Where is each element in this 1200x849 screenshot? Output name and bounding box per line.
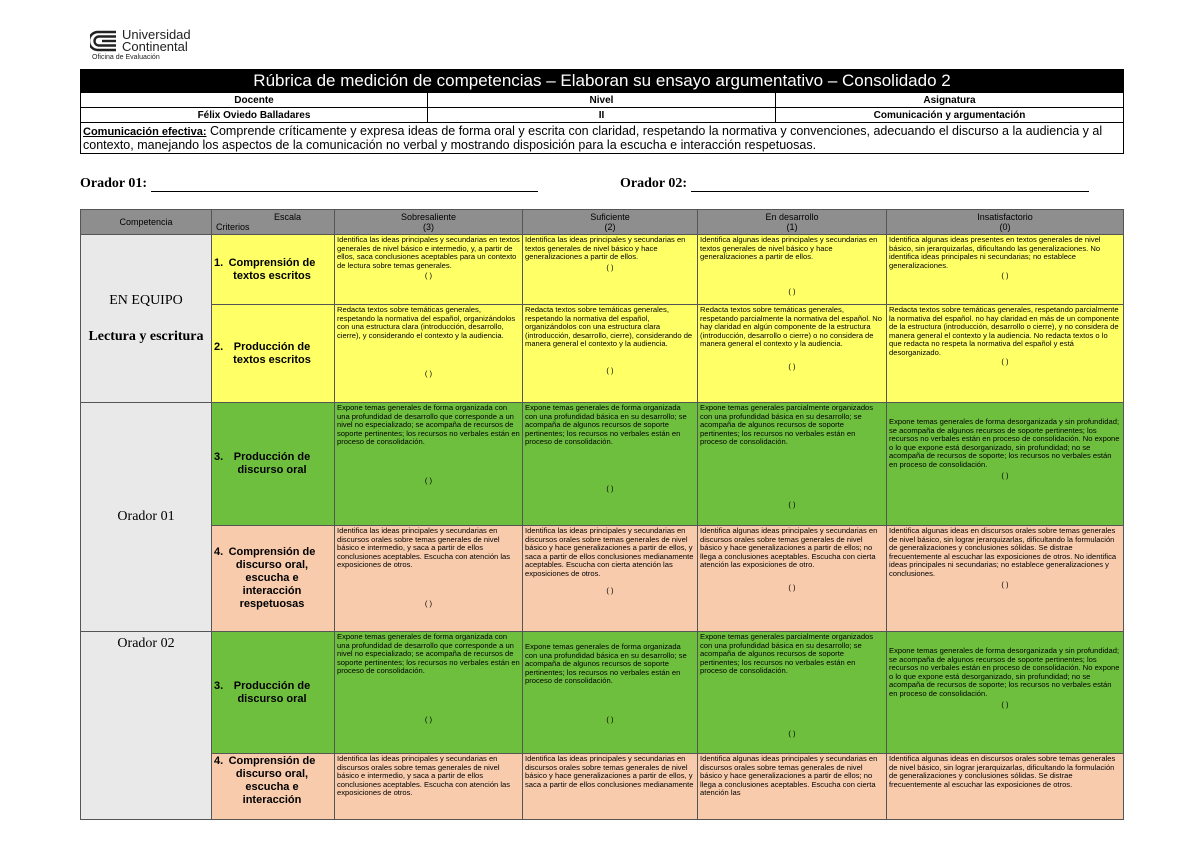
col-des-score: (1) [786, 222, 798, 232]
score-box[interactable]: ( ) [424, 714, 433, 724]
r4b-ins-text: Identifica algunas ideas en discursos orales sobre temas generales de nivel básico, sin lograr jerarquizarlas, dificultando la formulación de generalizaciones y conclusiones sólidas. Se distrae frecuentemente al escuchar las exposiciones de otros. [889, 754, 1116, 789]
col-sob-label: Sobresaliente [400, 212, 457, 222]
section-en-equipo [81, 235, 212, 403]
rubric-row-3b [81, 632, 1124, 754]
logo-line2: Continental [122, 39, 188, 54]
criterion-3a [212, 403, 335, 526]
rubric-row-1 [81, 235, 1124, 305]
logo-line1: Universidad [122, 27, 191, 42]
r3b-ins-text: Expone temas generales de forma desorganizada y sin profundidad; se acompaña de algunos recursos de soporte pertinentes; los recursos no verbales están en proceso de consolidación. No expone o lo que expone está desorganizado, sin profundidad; no se acompaña de recursos de soporte; los recursos no verbales están en proceso de consolidación. [889, 646, 1120, 698]
rubric-header-row [81, 210, 1124, 235]
score-box[interactable]: ( ) [788, 728, 796, 738]
section-orador1 [81, 403, 212, 632]
criterion-1 [212, 235, 335, 305]
orador2-input-line[interactable] [691, 177, 1089, 192]
r4b-insatisfactorio[interactable] [887, 754, 1124, 820]
criterion-1-num: 1. [214, 256, 224, 269]
score-box[interactable]: ( ) [424, 369, 433, 379]
col-sobresaliente [335, 210, 523, 235]
col-escala-criterios [212, 210, 335, 235]
r3b-sob-text: Expone temas generales de forma organizada con una profundidad de desarrollo que corresponde a un nivel no especializado; se acompaña de recursos de soporte pertinentes; los recursos no verbales están en proceso de consolidación. [337, 632, 520, 676]
orador1-input-line[interactable] [151, 177, 538, 192]
r1-suf-text: Identifica las ideas principales y secundarias en textos generales de nivel básico y hace generalizaciones a partir de ellos. [525, 235, 686, 262]
r4b-sob-text: Identifica las ideas principales y secundarias en discursos orales sobre temas generales de nivel básico e intermedio, y saca a partir de ellos conclusiones aceptables. Escucha con atención las exposiciones de otros. [337, 754, 511, 798]
criterion-1-text: Comprensión de textos escritos [228, 256, 316, 282]
r3b-sobresaliente[interactable] [335, 632, 523, 754]
r2-en-desarrollo[interactable] [698, 305, 887, 403]
rubric-row-4a [81, 526, 1124, 632]
criterion-4b-num: 4. [214, 755, 224, 767]
r3a-sobresaliente[interactable] [335, 403, 523, 526]
page-title: Rúbrica de medición de competencias – Elaboran su ensayo argumentativo – Consolidado 2 [81, 70, 1124, 93]
r4a-sobresaliente[interactable] [335, 526, 523, 632]
criterion-3b [212, 632, 335, 754]
r3b-des-text: Expone temas generales parcialmente organizados con una profundidad básica en su desarrollo; se acompaña de algunos recursos de soporte pertinentes; los recursos no verbales están en proceso de consolidación. [700, 632, 874, 676]
criterion-3b-num: 3. [214, 679, 224, 692]
r3a-en-desarrollo[interactable] [698, 403, 887, 526]
score-box[interactable]: ( ) [788, 361, 796, 371]
r3a-insatisfactorio[interactable] [887, 403, 1124, 526]
criterion-2-num: 2. [214, 340, 224, 353]
asignatura-label: Asignatura [776, 93, 1124, 108]
score-box[interactable]: ( ) [424, 598, 433, 608]
r3a-ins-text: Expone temas generales de forma desorganizada y sin profundidad; se acompaña de algunos recursos de soporte pertinentes; los recursos no verbales están en proceso de consolidación. No expone o lo que expone está desorganizado, sin profundidad; no se acompaña de recursos de soporte; los recursos no verbales están en proceso de consolidación. [889, 417, 1120, 469]
orador1-field [80, 176, 538, 192]
section-lectura-label: Lectura y escritura [88, 328, 204, 344]
criterion-4a [212, 526, 335, 632]
col-suf-score: (2) [604, 222, 616, 232]
r1-sobresaliente[interactable] [335, 235, 523, 305]
col-ins-score: (0) [999, 222, 1011, 232]
competency-text: Comprende críticamente y expresa ideas de forma oral y escrita con claridad, respetando la normativa y convenciones, adecuando el discurso a la audiencia y al contexto, manejando los aspectos de la comunicación no verbal y mostrando disposición para la escucha e interacción respetuosas. [83, 123, 1103, 152]
orador1-label: Orador 01: [80, 176, 148, 191]
r4b-en-desarrollo[interactable] [698, 754, 887, 820]
orador2-label: Orador 02: [620, 176, 688, 191]
criterion-2 [212, 305, 335, 403]
r2-sobresaliente[interactable] [335, 305, 523, 403]
logo-mark-icon [90, 30, 118, 52]
r1-des-text: Identifica algunas ideas principales y secundarias en textos generales de nivel básico y hace generalizaciones a partir de ellos. [700, 235, 878, 262]
section-orador2 [81, 632, 212, 820]
r4b-suf-text: Identifica las ideas principales y secundarias en discursos orales sobre temas generales de nivel básico y hace generalizaciones a partir de ellos, y saca a partir de ellos conclusiones medianamente [525, 754, 694, 789]
r2-ins-text: Redacta textos sobre temáticas generales, respetando parcialmente la normativa del español. no hay claridad en más de un componente de la estructura (introducción, desarrollo o cierre), y no considera de manera general el contexto y la audiencia. No redacta textos o lo que redacta no respeta la normativa del español y está desorganizado. [889, 305, 1120, 357]
r4b-suficiente[interactable] [523, 754, 698, 820]
criterion-3a-text: Producción de discurso oral [233, 451, 311, 476]
section-en-equipo-label: EN EQUIPO [109, 292, 183, 308]
r1-en-desarrollo[interactable] [698, 235, 887, 305]
rubric-row-3a [81, 403, 1124, 526]
r4a-sob-text: Identifica las ideas principales y secundarias en discursos orales sobre temas generales de nivel básico e intermedio, y saca a partir de ellos conclusiones aceptables. Escucha con atención las exposiciones de otros. [337, 526, 511, 570]
r4b-sobresaliente[interactable] [335, 754, 523, 820]
r4b-des-text: Identifica algunas ideas principales y secundarias en discursos orales sobre temas generales de nivel básico y hace generalizaciones a partir de ellos; no llega a conclusiones aceptables. Escucha con cierta atención las [700, 754, 878, 798]
r3a-suficiente[interactable] [523, 403, 698, 526]
score-box[interactable]: ( ) [1001, 699, 1009, 709]
score-box[interactable]: ( ) [1001, 579, 1009, 589]
docente-value: Félix Oviedo Balladares [81, 108, 428, 123]
r1-suficiente[interactable] [523, 235, 698, 305]
col-escala: Escala [274, 212, 302, 222]
col-sob-score: (3) [423, 222, 434, 232]
criterion-2-text: Producción de textos escritos [233, 340, 311, 366]
university-logo [90, 28, 250, 64]
r4a-des-text: Identifica algunas ideas principales y secundarias en discursos orales sobre temas generales de nivel básico y hace generalizaciones a partir de ellos; no llega a conclusiones aceptables. Escucha con cierta atención las exposiciones de otro. [700, 526, 878, 570]
criterion-3a-num: 3. [214, 451, 224, 463]
r1-ins-text: Identifica algunas ideas presentes en textos generales de nivel básico, sin jerarquizarlas, dificultando las generalizaciones. No identifica ideas principales ni secundarias; no establece generalizaciones. [889, 235, 1101, 270]
col-suficiente [523, 210, 698, 235]
score-box[interactable]: ( ) [606, 483, 614, 493]
col-insatisfactorio [887, 210, 1124, 235]
competency-label: Comunicación efectiva: [83, 125, 207, 138]
r2-insatisfactorio[interactable] [887, 305, 1124, 403]
r2-suf-text: Redacta textos sobre temáticas generales, respetando la normativa del español, organizándolos con una estructura clara (introducción, desarrollo, cierre), considerando de manera general el contexto y la audiencia. [525, 305, 693, 349]
score-box[interactable]: ( ) [788, 286, 796, 296]
header-table [80, 69, 1124, 154]
r4a-suficiente[interactable] [523, 526, 698, 632]
r3b-suficiente[interactable] [523, 632, 698, 754]
logo-office: Oficina de Evaluación [92, 54, 160, 61]
criterion-4b-text: Comprensión de discurso oral, escucha e interacción [228, 755, 316, 806]
r2-suficiente[interactable] [523, 305, 698, 403]
score-box[interactable]: ( ) [424, 271, 433, 281]
competency-description [81, 123, 1124, 154]
score-box[interactable]: ( ) [1001, 470, 1009, 480]
r4a-suf-text: Identifica las ideas principales y secundarias en discursos orales sobre temas generales de nivel básico y hace generalizaciones a partir de ellos, y saca a partir de ellos conclusiones medianamente aceptables. Escucha con cierta atención las exposiciones de otros. [525, 526, 694, 578]
asignatura-value: Comunicación y argumentación [776, 108, 1124, 123]
criterion-4b [212, 754, 335, 820]
r3a-des-text: Expone temas generales parcialmente organizados con una profundidad básica en su desarrollo; se acompaña de algunos recursos de soporte pertinentes; los recursos no verbales están en proceso de consolidación. [700, 403, 874, 447]
orador2-field [620, 176, 1089, 192]
col-en-desarrollo [698, 210, 887, 235]
score-box[interactable]: ( ) [606, 714, 614, 724]
r3a-sob-text: Expone temas generales de forma organizada con una profundidad de desarrollo que corresponde a un nivel no especializado; se acompaña de recursos de soporte pertinentes; los recursos no verbales están en proceso de consolidación. [337, 403, 520, 447]
score-box[interactable]: ( ) [788, 499, 796, 509]
nivel-value: II [428, 108, 776, 123]
col-suf-label: Suficiente [590, 212, 630, 222]
r1-insatisfactorio[interactable] [887, 235, 1124, 305]
r4a-en-desarrollo[interactable] [698, 526, 887, 632]
rubric-row-2 [81, 305, 1124, 403]
r1-sob-text: Identifica las ideas principales y secundarias en textos generales de nivel básico e intermedio, y, a partir de ellos, saca conclusiones aceptables para un contexto de lectura sobre temas generales. [337, 235, 520, 270]
criterion-3b-text: Producción de discurso oral [233, 679, 311, 705]
r3b-en-desarrollo[interactable] [698, 632, 887, 754]
r3a-suf-text: Expone temas generales de forma organizada con una profundidad básica en su desarrollo; se acompaña de algunos recursos de soporte pertinentes; los recursos no verbales están en proceso de consolidación. [525, 403, 687, 447]
r3b-insatisfactorio[interactable] [887, 632, 1124, 754]
col-ins-label: Insatisfactorio [977, 212, 1033, 222]
r2-des-text: Redacta textos sobre temáticas generales, respetando parcialmente la normativa del español. No hay claridad en algún componente de la estructura (introducción, desarrollo o cierre) o no considera de manera general el contexto y la audiencia. [700, 305, 882, 349]
criterion-4a-text: Comprensión de discurso oral, escucha e interacción respetuosas [228, 546, 316, 610]
score-box[interactable]: ( ) [1001, 271, 1009, 281]
r3b-suf-text: Expone temas generales de forma organizada con una profundidad básica en su desarrollo; se acompaña de algunos recursos de soporte pertinentes; los recursos no verbales están en proceso de consolidación. [525, 642, 687, 686]
score-box[interactable]: ( ) [606, 585, 614, 595]
rubric-row-4b [81, 754, 1124, 820]
docente-label: Docente [81, 93, 428, 108]
r4a-ins-text: Identifica algunas ideas en discursos orales sobre temas generales de nivel básico, sin lograr jerarquizarlas, dificultando la formulación de generalizaciones y conclusiones sólidas. Se distrae frecuentemente al escuchar las exposiciones de otros. No identifica ideas principales ni secundarias; no establece generalizaciones y conclusiones. [889, 526, 1117, 578]
nivel-label: Nivel [428, 93, 776, 108]
col-competencia: Competencia [81, 210, 212, 235]
r2-sob-text: Redacta textos sobre temáticas generales, respetando la normativa del español, organizándolos con una estructura clara (introducción, desarrollo, cierre), y considerando el contexto y la audiencia. [337, 305, 516, 340]
score-box[interactable]: ( ) [788, 582, 796, 592]
col-criterios: Criterios [216, 222, 250, 232]
score-box[interactable]: ( ) [424, 475, 433, 485]
score-box[interactable]: ( ) [1001, 356, 1009, 366]
criterion-4a-num: 4. [214, 546, 224, 558]
section-orador2-label: Orador 02 [117, 636, 175, 651]
col-des-label: En desarrollo [765, 212, 819, 222]
score-box[interactable]: ( ) [606, 262, 614, 272]
section-orador1-label: Orador 01 [117, 509, 175, 524]
r4a-insatisfactorio[interactable] [887, 526, 1124, 632]
rubric-table [80, 209, 1124, 820]
score-box[interactable]: ( ) [606, 365, 614, 375]
